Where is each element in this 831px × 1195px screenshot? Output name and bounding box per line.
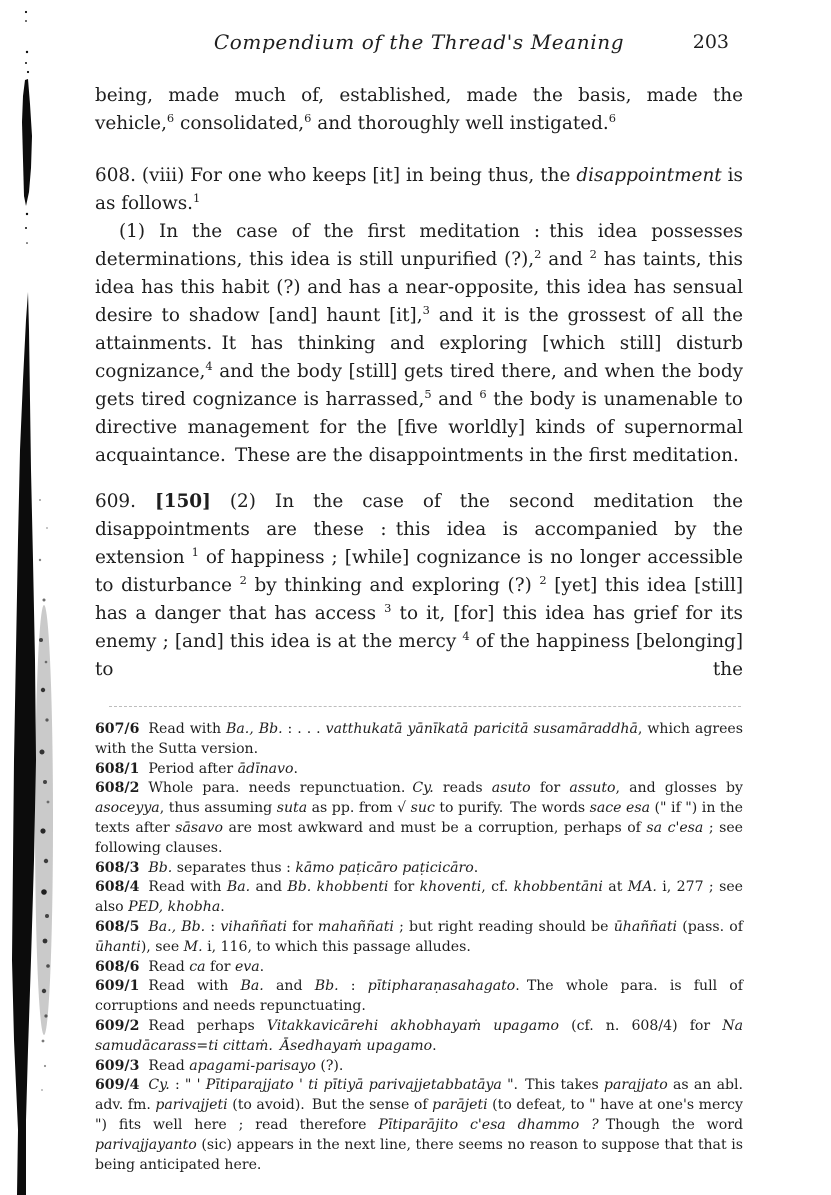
footnote-text: Read with Ba. and Bb. : pītipharaṇasahagato. The whole para. is full of corruptions and needs repunctuating. bbox=[95, 978, 744, 1015]
footnote-label: 608/3 bbox=[95, 859, 140, 876]
footnote-608-2 bbox=[95, 779, 743, 858]
footnote-text: Ba., Bb. : vihaññati for mahaññati ; but right reading should be ūhaññati (pass. of ūhanti), see M. i, 116, to which this passage alludes. bbox=[95, 918, 743, 955]
footnotes-section bbox=[95, 706, 743, 1175]
footnote-label: 607/6 bbox=[95, 721, 140, 737]
footnote-609-1 bbox=[95, 977, 743, 1017]
footnote-text: Bb. separates thus : kāmo paṭicāro paṭicicāro. bbox=[148, 859, 479, 876]
paragraph-continuation: being, made much of, established, made the basis, made the vehicle,$^6$ consolidated,$^6$ and thoroughly well instigated.$^6$ bbox=[95, 85, 743, 134]
footnote-text: Read ca for eva. bbox=[148, 958, 265, 975]
footnote-text: Read with Ba., Bb. : . . . vatthukatā yānīkatā paricitā susamāraddhā, which agrees with the Sutta version. bbox=[95, 721, 744, 757]
footnote-label: 609/3 bbox=[95, 1057, 140, 1074]
footnote-label: 608/1 bbox=[95, 760, 140, 777]
running-header bbox=[95, 30, 743, 64]
footnote-label: 608/2 bbox=[95, 780, 140, 797]
footnote-label: 608/4 bbox=[95, 879, 140, 896]
footnote-608-5 bbox=[95, 918, 743, 958]
footnote-text: Whole para. needs repunctuation. Cy. reads asuto for assuto, and glosses by asoceyya, thus assuming suta as pp. from √ suc to purify. The words sace esa (" if ") in the texts after sāsavo are most awkward and must be a corruption, perhaps of sa c'esa ; see following clauses. bbox=[95, 780, 744, 856]
footnote-label: 609/2 bbox=[95, 1017, 140, 1034]
page-content bbox=[95, 30, 743, 1175]
body-text bbox=[95, 82, 743, 684]
footnote-608-4 bbox=[95, 878, 743, 918]
footnote-label: 609/1 bbox=[95, 978, 140, 995]
footnote-text: Period after ādīnavo. bbox=[148, 760, 298, 777]
footnote-608-3 bbox=[95, 859, 743, 879]
footnote-608-1 bbox=[95, 760, 743, 780]
footnote-separator bbox=[109, 706, 741, 707]
footnote-608-6 bbox=[95, 958, 743, 978]
footnote-text: Read with Ba. and Bb. khobbenti for khoventi, cf. khobbentāni at MA. i, 277 ; see also PED, khobha. bbox=[95, 879, 743, 916]
scan-gutter-artifact bbox=[0, 0, 70, 1195]
footnote-label: 609/4 bbox=[95, 1077, 140, 1094]
footnote-label: 608/5 bbox=[95, 918, 140, 935]
footnote-text: Read apagami-parisayo (?). bbox=[148, 1057, 344, 1074]
footnote-609-3 bbox=[95, 1057, 743, 1077]
footnote-609-4 bbox=[95, 1076, 743, 1175]
footnote-607-6 bbox=[95, 720, 743, 760]
footnote-label: 608/6 bbox=[95, 958, 140, 975]
footnote-text: Cy. : " ' Pītiparajjato ' ti pītiyā parivajjetabbatāya ". This takes parajjato as an abl. adv. fm. parivajjeti (to avoid). But the sense of parājeti (to defeat, to " have at one's mercy ") fits well here ; read therefore Pītiparājito c'esa dhammo ? Though the word parivajjayanto (sic) appears in the next line, there seems no reason to suppose that that is being anticipated here. bbox=[95, 1077, 743, 1173]
paragraph-first-meditation: (1) In the case of the first meditation : this idea possesses determinations, this idea is still unpurified (?),$^2$ and $^2$ has taints, this idea has this habit (?) and has a near-opposite, this idea has sensual desire to shadow [and] haunt [it],$^3$ and it is the grossest of all the attainments. It has thinking and exploring [which still] disturb cognizance,$^4$ and the body [still] gets tired there, and when the body gets tired cognizance is harrassed,$^5$ and $^6$ the body is unamenable to directive management for the [five worldly] kinds of supernormal acquaintance. These are the disappointments in the first meditation. bbox=[95, 221, 743, 466]
footnote-609-2 bbox=[95, 1017, 743, 1057]
footnote-text: Read perhaps Vitakkavicārehi akhobhayaṁ upagamo (cf. n. 608/4) for Na samudācarass=ti cittaṁ. Āsedhayaṁ upagamo. bbox=[95, 1017, 743, 1054]
page-number: 203 bbox=[692, 31, 729, 53]
paragraph-609: 609. [150] (2) In the case of the second meditation the disappointments are these : this idea is accompanied by the extension $^1$ of happiness ; [while] cognizance is no longer accessible to disturbance $^2$ by thinking and exploring (?) $^2$ [yet] this idea [still] has a danger that has access $^3$ to it, [for] this idea has grief for its enemy ; [and] this idea is at the mercy $^4$ of the happiness [belonging] to the bbox=[95, 491, 744, 680]
paragraph-608: 608. (viii) For one who keeps [it] in being thus, the disappointment is as follows.$^1$ bbox=[95, 165, 743, 214]
page-title: Compendium of the Thread's Meaning bbox=[213, 30, 625, 54]
